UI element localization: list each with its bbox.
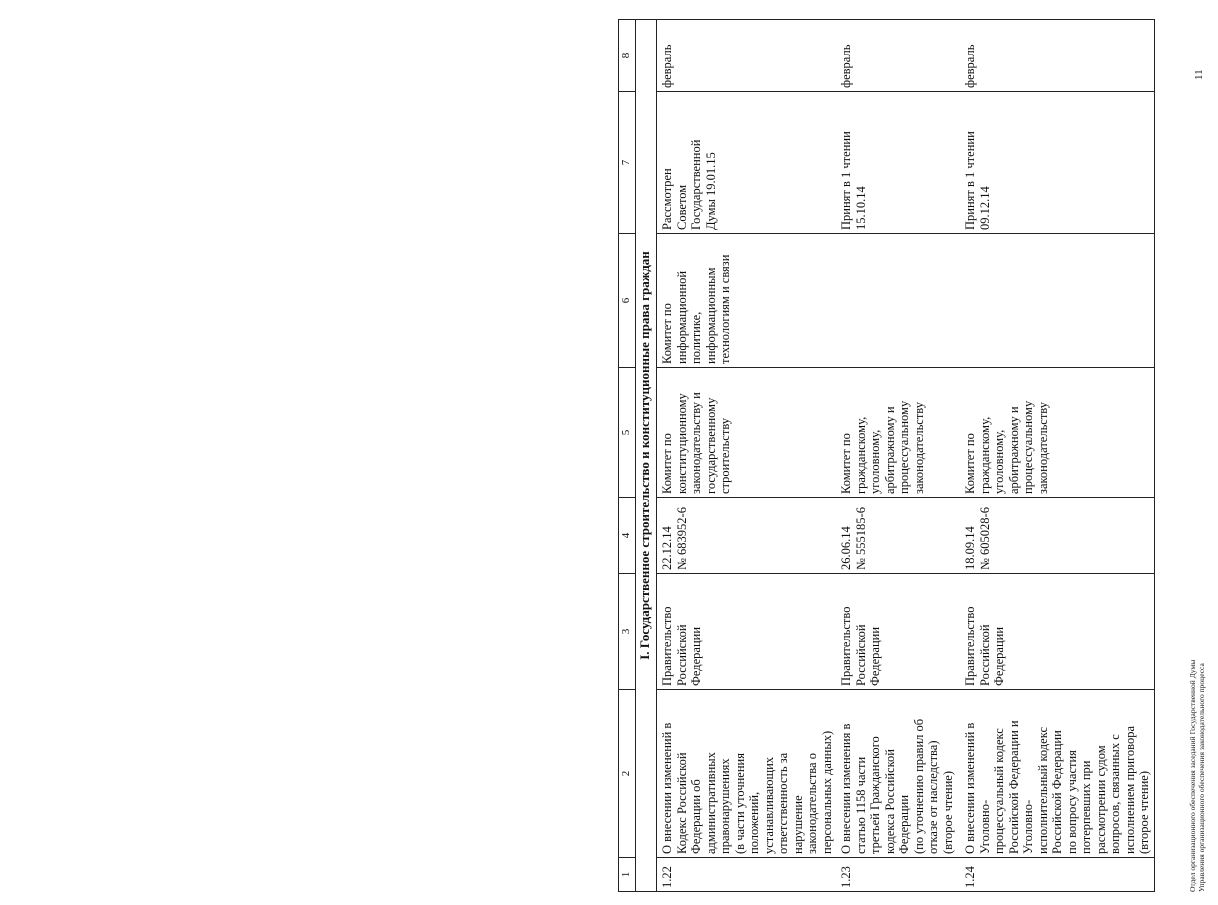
- bill-author: Правительство Российской Федерации: [960, 574, 1154, 690]
- row-number: 1.22: [657, 858, 837, 892]
- bill-date-number: 26.06.14 № 555185-6: [836, 498, 960, 574]
- bill-status: Рассмотрен Советом Государственной Думы 19.01.15: [657, 92, 837, 234]
- bill-status: Принят в 1 чтении 15.10.14: [836, 92, 960, 234]
- table-row: [836, 20, 960, 892]
- page-number: 11: [1193, 69, 1205, 80]
- bill-date-number: 22.12.14 № 683952-6: [657, 498, 837, 574]
- row-number: 1.24: [960, 858, 1154, 892]
- column-number: 6: [619, 234, 636, 368]
- responsible-committee: Комитет по гражданскому, уголовному, арбитражному и процессуальному законодательству: [836, 368, 960, 498]
- bill-title: О внесении изменений в Уголовно- процессуальный кодекс Российской Федерации и Уголовно- исполнительный кодекс Российской Федерации по вопросу участия потерпевших при рассмотрении судом вопросов, связанных с исполнением приговора (второе чтение): [960, 690, 1154, 858]
- footer: [1188, 192, 1206, 892]
- bill-title: О внесении изменения в статью 1158 части третьей Гражданского кодекса Российской Федерации (по уточнению правил об отказе от наследства) (второе чтение): [836, 690, 960, 858]
- planned-month: февраль: [657, 20, 837, 92]
- planned-month: февраль: [836, 20, 960, 92]
- footer-line: Отдел организационного обеспечения заседаний Государственной Думы: [1188, 659, 1197, 892]
- column-number-row: [619, 20, 636, 892]
- column-number: 4: [619, 498, 636, 574]
- planned-month: февраль: [960, 20, 1154, 92]
- column-number: 8: [619, 20, 636, 92]
- bill-author: Правительство Российской Федерации: [836, 574, 960, 690]
- legislation-table: [618, 19, 1155, 892]
- column-number: 1: [619, 858, 636, 892]
- co-committee: Комитет по информационной политике, информационным технологиям и связи: [657, 234, 837, 368]
- table-row: [960, 20, 1154, 892]
- row-number: 1.23: [836, 858, 960, 892]
- section-row: [636, 20, 657, 892]
- column-number: 3: [619, 574, 636, 690]
- co-committee: [836, 234, 960, 368]
- footer-line: Управления организационного обеспечения законодательного процесса: [1197, 663, 1206, 892]
- bill-status: Принят в 1 чтении 09.12.14: [960, 92, 1154, 234]
- bill-author: Правительство Российской Федерации: [657, 574, 837, 690]
- co-committee: [960, 234, 1154, 368]
- column-number: 5: [619, 368, 636, 498]
- column-number: 2: [619, 690, 636, 858]
- responsible-committee: Комитет по гражданскому, уголовному, арбитражному и процессуальному законодательству: [960, 368, 1154, 498]
- table-row: [657, 20, 837, 892]
- bill-title: О внесении изменений в Кодекс Российской Федерации об административных правонарушениях (в части уточнения положений, устанавливающих ответственность за нарушение законодательства о персональных данных): [657, 690, 837, 858]
- responsible-committee: Комитет по конституционному законодательству и государственному строительству: [657, 368, 837, 498]
- section-title: I. Государственное строительство и конституционные права граждан: [636, 20, 657, 892]
- bill-date-number: 18.09.14 № 605028-6: [960, 498, 1154, 574]
- rotated-page: [618, 12, 1218, 892]
- column-number: 7: [619, 92, 636, 234]
